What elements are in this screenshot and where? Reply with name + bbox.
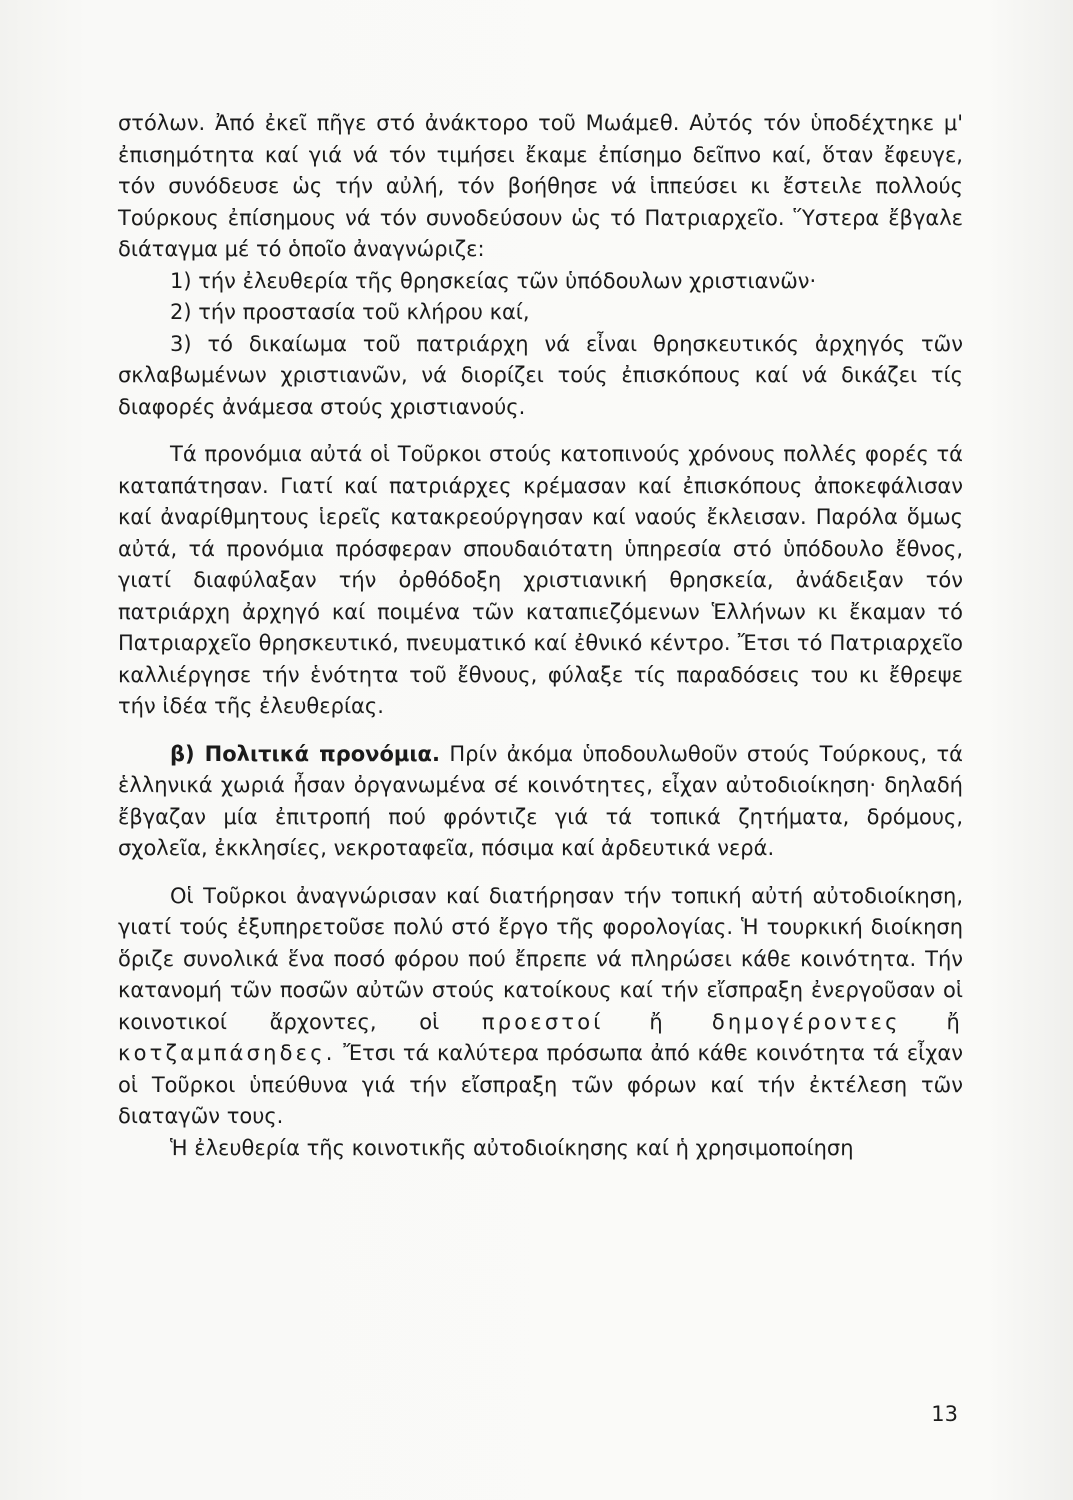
paragraph-privileges: Τά προνόμια αὐτά οἱ Τοῦρκοι στούς κατοπινούς χρόνους πολλές φορές τά καταπάτησαν. Γιατί καί πατριάρχες κρέμασαν καί ἐπισκόπους ἀποκεφάλισαν καί ἀναρίθμητους ἱερεῖς κατακρεούργησαν καί ναούς ἔκλεισαν. Παρόλα ὅμως αὐτά, τά προνόμια πρόσφεραν σπουδαιότατη ὑπηρεσία στό ὑπόδουλο ἔθνος, γιατί διαφύλαξαν τήν ὀρθόδοξη χριστιανική θρησκεία, ἀνάδειξαν τόν πατριάρχη ἀρχηγό καί ποιμένα τῶν καταπιεζόμενων Ἑλλήνων κι ἔκαμαν τό Πατριαρχεῖο θρησκευτικό, πνευματικό καί ἐθνικό κέντρο. Ἔτσι τό Πατριαρχεῖο καλλιέργησε τήν ἑνότητα τοῦ ἔθνους, φύλαξε τίς παραδόσεις του κι ἔθρεψε τήν ἰδέα τῆς ἐλευθερίας. <box>118 442 963 718</box>
paragraph-taxation <box>118 881 963 1133</box>
page-number: 13 <box>931 1402 958 1426</box>
paragraph-taxation-part1: Οἱ Τοῦρκοι ἀναγνώρισαν καί διατήρησαν τήν τοπική αὐτή αὐτοδιοίκηση, γιατί τούς ἐξυπηρετοῦσε πολύ στό ἔργο τῆς φορολογίας. Ἡ τουρκική διοίκηση ὅριζε συνολικά ἕνα ποσό φόρου πού ἔπρεπε νά πληρώσει κάθε κοινότητα. Τήν κατανομή τῶν ποσῶν αὐτῶν στούς κατοίκους καί τήν εἴσπραξη ἐνεργοῦσαν οἱ κοινοτικοί ἄρχοντες, οἱ <box>118 883 963 1034</box>
list-item-2: 2) τήν προστασία τοῦ κλήρου καί, <box>170 300 530 324</box>
paragraph-taxation-spaced: προεστοί ἤ δημογέροντες ἤ κοτζαμπάσηδες. <box>118 1009 963 1065</box>
list-item-1: 1) τήν ἐλευθερία τῆς θρησκείας τῶν ὑπόδουλων χριστιανῶν· <box>170 268 817 293</box>
paragraph-political-body: Πρίν ἀκόμα ὑποδουλωθοῦν στούς Τούρκους, τά ἑλληνικά χωριά ἦσαν ὀργανωμένα σέ κοινότητες, εἶχαν αὐτοδιοίκηση· δηλαδή ἔβγαζαν μία ἐπιτροπή πού φρόντιζε γιά τά τοπικά ζητήματα, δρόμους, σχολεῖα, ἐκκλησίες, νεκροταφεῖα, πόσιμα καί ἀρδευτικά νερά. <box>118 741 963 860</box>
paragraph-political <box>118 739 963 865</box>
paragraph-intro: στόλων. Ἀπό ἐκεῖ πῆγε στό ἀνάκτορο τοῦ Μωάμεθ. Αὐτός τόν ὑποδέχτηκε μ' ἐπισημότητα καί γιά νά τόν τιμήσει ἔκαμε ἐπίσημο δεῖπνο καί, ὅταν ἔφευγε, τόν συνόδευσε ὡς τήν αὐλή, τόν βοήθησε νά ἱππεύσει κι ἔστειλε πολλούς Τούρκους ἐπίσημους νά τόν συνοδεύσουν ὡς τό Πατριαρχεῖο. Ὕστερα ἔβγαλε διάταγμα μέ τό ὁποῖο ἀναγνώριζε: <box>118 111 963 261</box>
paragraph-final: Ἡ ἐλευθερία τῆς κοινοτικῆς αὐτοδιοίκησης καί ἡ χρησιμοποίηση <box>170 1135 854 1160</box>
section-heading-political: β) Πολιτικά προνόμια. <box>170 741 440 766</box>
paragraph-taxation-part2: Ἔτσι τά καλύτερα πρόσωπα ἀπό κάθε κοινότητα τά εἶχαν οἱ Τοῦρκοι ὑπεύθυνα γιά τήν εἴσπραξη τῶν φόρων καί τήν ἐκτέλεση τῶν διαταγῶν τους. <box>118 1041 963 1128</box>
body-text <box>118 108 963 1164</box>
list-item-3: 3) τό δικαίωμα τοῦ πατριάρχη νά εἶναι θρησκευτικός ἀρχηγός τῶν σκλαβωμένων χριστιανῶν, νά διορίζει τούς ἐπισκόπους καί νά δικάζει τίς διαφορές ἀνάμεσα στούς χριστιανούς. <box>118 331 963 419</box>
